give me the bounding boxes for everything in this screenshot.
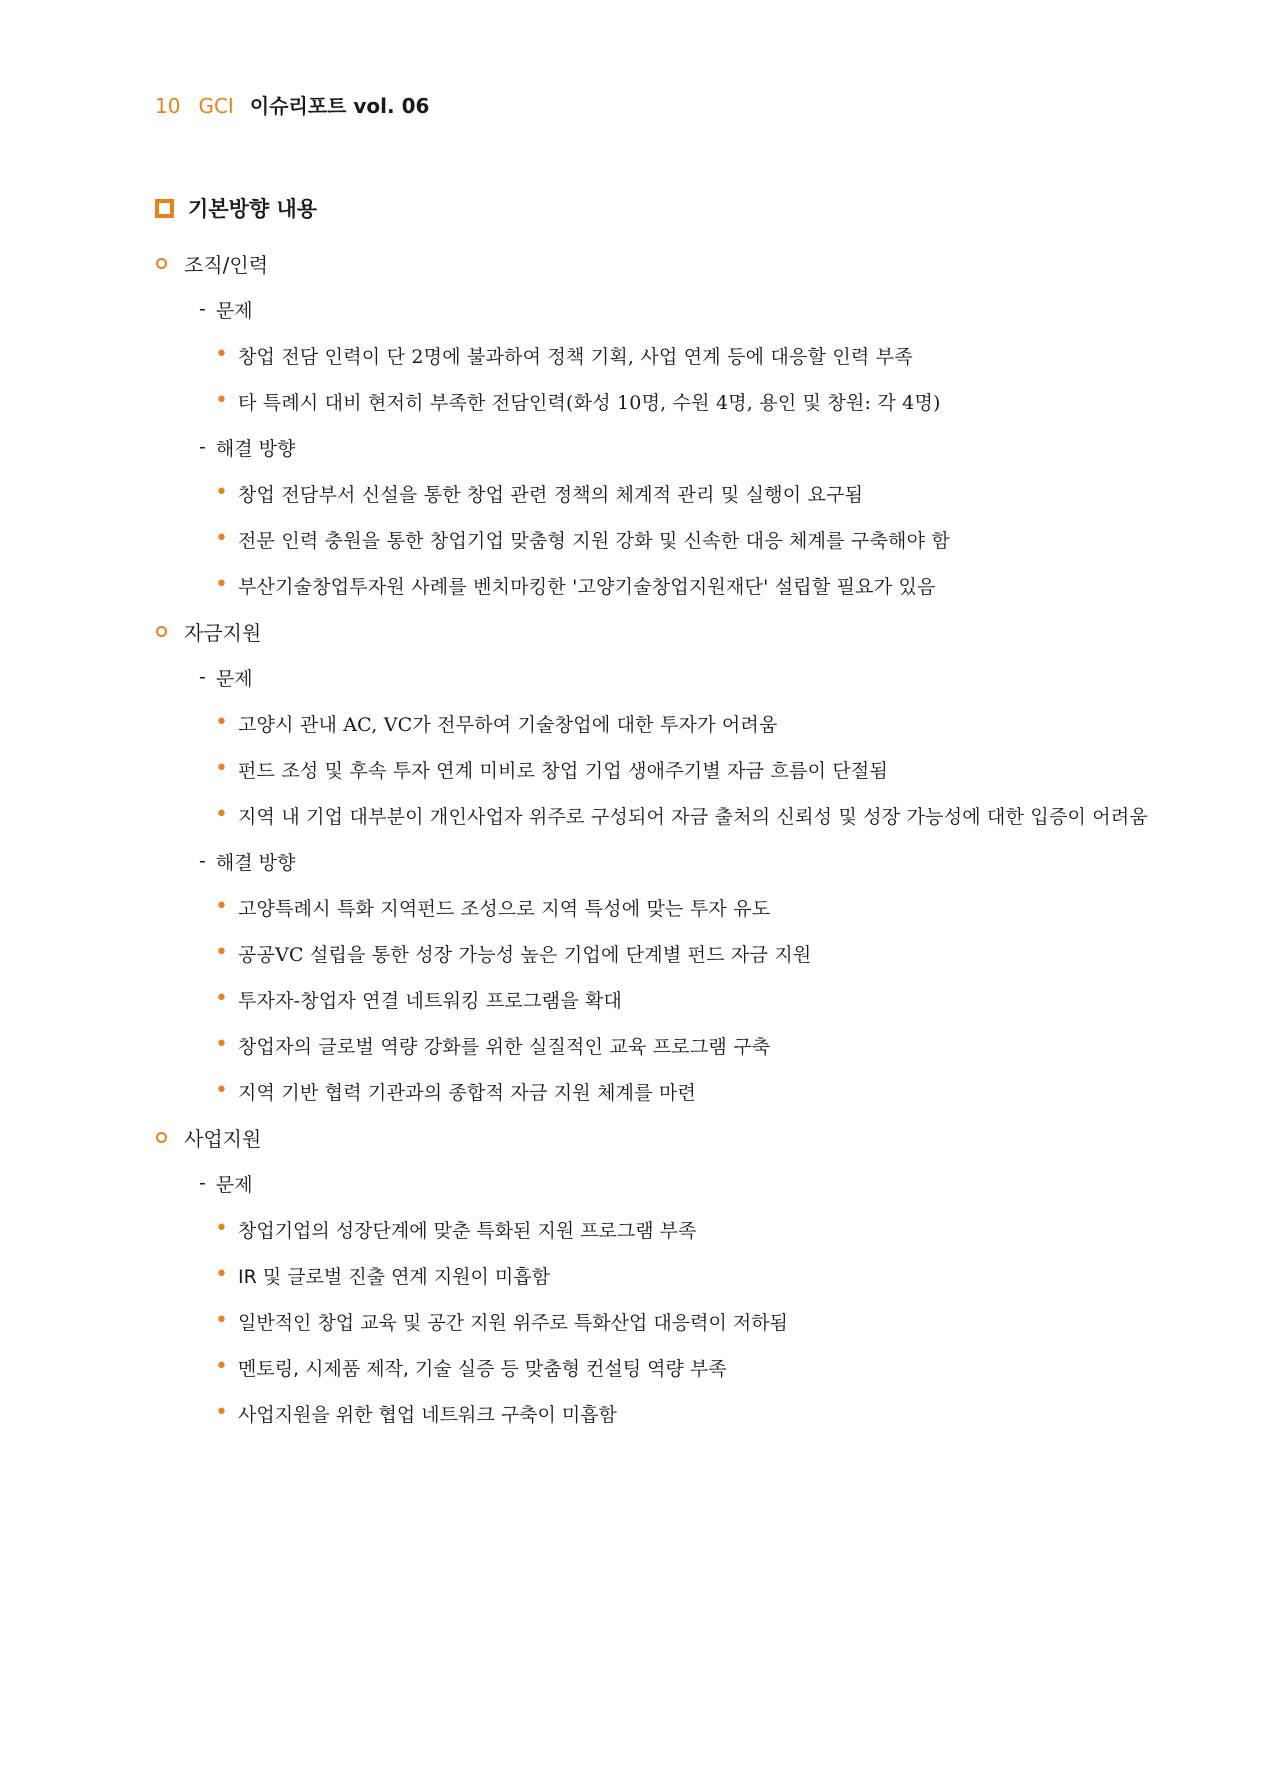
list-item-text: 멘토링, 시제품 제작, 기술 실증 등 맞춤형 컨설팅 역량 부족	[237, 1357, 727, 1380]
bullet-dot-icon: •	[215, 572, 228, 597]
subsection-header	[155, 654, 1155, 700]
list-item-text: 공공VC 설립을 통한 성장 가능성 높은 기업에 단계별 펀드 자금 지원	[237, 943, 812, 966]
subsection-header	[155, 838, 1155, 884]
bullet-dot-icon: •	[215, 526, 228, 551]
list-item	[155, 1068, 1155, 1114]
bullet-dot-icon: •	[215, 1354, 228, 1379]
brand-label: GCI	[198, 94, 234, 118]
bullet-dot-icon: •	[215, 1078, 228, 1103]
subsection-title: 해결 방향	[215, 437, 296, 460]
bullet-dot-icon: •	[215, 388, 228, 413]
bullet-dot-icon: •	[215, 802, 228, 827]
list-item	[155, 1298, 1155, 1344]
subsection-header	[155, 286, 1155, 332]
bullet-dot-icon: •	[215, 1216, 228, 1241]
list-item-text: 지역 기반 협력 기관과의 종합적 자금 지원 체계를 마련	[237, 1081, 697, 1104]
list-item	[155, 884, 1155, 930]
list-item-text: 지역 내 기업 대부분이 개인사업자 위주로 구성되어 자금 출처의 신뢰성 및 성장 가능성에 대한 입증이 어려움	[237, 805, 1148, 828]
list-item-text: 창업 전담부서 신설을 통한 창업 관련 정책의 체계적 관리 및 실행이 요구됨	[237, 483, 864, 506]
subsection-title: 해결 방향	[215, 851, 296, 874]
list-item-text: 전문 인력 충원을 통한 창업기업 맞춤형 지원 강화 및 신속한 대응 체계를 구축해야 함	[237, 529, 950, 552]
list-item-text: 고양시 관내 AC, VC가 전무하여 기술창업에 대한 투자가 어려움	[237, 713, 778, 736]
list-item	[155, 378, 1155, 424]
list-item	[155, 1252, 1155, 1298]
section-title: 기본방향 내용	[188, 197, 318, 221]
list-item-text: 타 특례시 대비 현저히 부족한 전담인력(화성 10명, 수원 4명, 용인 및 창원: 각 4명)	[237, 391, 941, 414]
list-item	[155, 976, 1155, 1022]
circle-bullet-icon	[156, 626, 167, 637]
group-header	[155, 1114, 1155, 1160]
group-header	[155, 240, 1155, 286]
dash-marker: -	[199, 666, 206, 688]
list-item	[155, 1206, 1155, 1252]
list-item-text: 고양특례시 특화 지역펀드 조성으로 지역 특성에 맞는 투자 유도	[237, 897, 771, 920]
bullet-dot-icon: •	[215, 894, 228, 919]
report-title: 이슈리포트 vol. 06	[249, 94, 430, 118]
subsection-title: 문제	[215, 1173, 253, 1196]
list-item-text: 창업기업의 성장단계에 맞춘 특화된 지원 프로그램 부족	[237, 1219, 697, 1242]
page-number: 10	[155, 94, 181, 118]
list-item	[155, 1022, 1155, 1068]
bullet-dot-icon: •	[215, 756, 228, 781]
bullet-dot-icon: •	[215, 1400, 228, 1425]
list-item	[155, 332, 1155, 378]
list-item-text: 창업 전담 인력이 단 2명에 불과하여 정책 기획, 사업 연계 등에 대응할 인력 부족	[237, 345, 913, 368]
circle-bullet-icon	[156, 258, 167, 269]
content-body	[155, 240, 1155, 1436]
list-item	[155, 930, 1155, 976]
list-item	[155, 1344, 1155, 1390]
list-item	[155, 700, 1155, 746]
group-title: 자금지원	[184, 620, 262, 645]
list-item-text: 펀드 조성 및 후속 투자 연계 미비로 창업 기업 생애주기별 자금 흐름이 단절됨	[237, 759, 889, 782]
dash-marker: -	[199, 850, 206, 872]
list-item	[155, 746, 1155, 792]
list-item	[155, 516, 1155, 562]
bullet-dot-icon: •	[215, 986, 228, 1011]
bullet-dot-icon: •	[215, 1262, 228, 1287]
list-item	[155, 562, 1155, 608]
bullet-dot-icon: •	[215, 480, 228, 505]
list-item-text: 투자자-창업자 연결 네트워킹 프로그램을 확대	[237, 989, 623, 1012]
list-item-text: 사업지원을 위한 협업 네트워크 구축이 미흡함	[237, 1403, 617, 1426]
section-heading	[155, 193, 317, 223]
circle-bullet-icon	[156, 1132, 167, 1143]
subsection-header	[155, 424, 1155, 470]
dash-marker: -	[199, 436, 206, 458]
subsection-title: 문제	[215, 299, 253, 322]
bullet-dot-icon: •	[215, 1308, 228, 1333]
bullet-dot-icon: •	[215, 940, 228, 965]
subsection-title: 문제	[215, 667, 253, 690]
list-item-text: 창업자의 글로벌 역량 강화를 위한 실질적인 교육 프로그램 구축	[237, 1035, 771, 1058]
list-item-text: 일반적인 창업 교육 및 공간 지원 위주로 특화산업 대응력이 저하됨	[237, 1311, 788, 1334]
dash-marker: -	[199, 1172, 206, 1194]
group-title: 조직/인력	[184, 252, 269, 277]
running-header	[155, 90, 429, 119]
square-bullet-icon	[155, 199, 174, 218]
dash-marker: -	[199, 298, 206, 320]
bullet-dot-icon: •	[215, 342, 228, 367]
list-item	[155, 470, 1155, 516]
list-item-text: 부산기술창업투자원 사례를 벤치마킹한 '고양기술창업지원재단' 설립할 필요가 있음	[237, 575, 936, 598]
group-title: 사업지원	[184, 1126, 262, 1151]
subsection-header	[155, 1160, 1155, 1206]
bullet-dot-icon: •	[215, 710, 228, 735]
list-item-text: IR 및 글로벌 진출 연계 지원이 미흡함	[237, 1265, 550, 1288]
group-header	[155, 608, 1155, 654]
bullet-dot-icon: •	[215, 1032, 228, 1057]
list-item	[155, 1390, 1155, 1436]
list-item	[155, 792, 1155, 838]
